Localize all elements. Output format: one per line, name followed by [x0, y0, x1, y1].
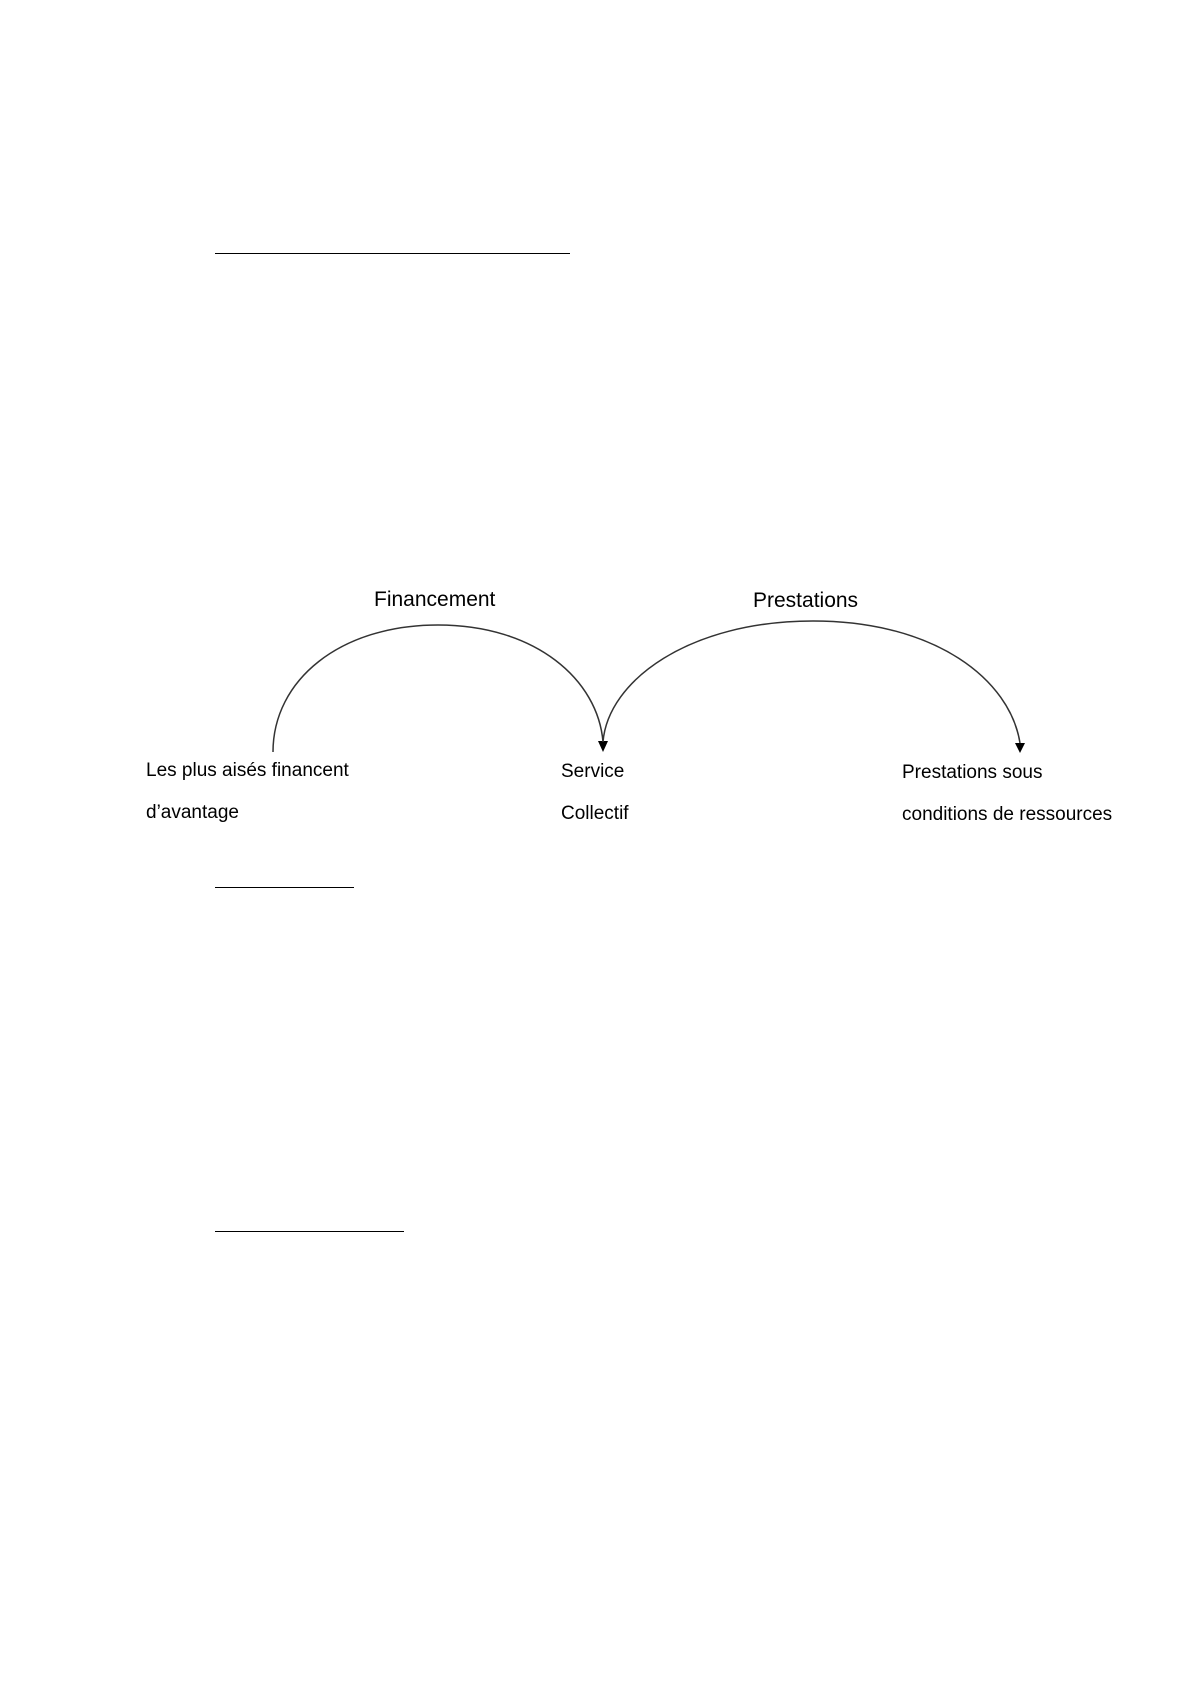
node-prestations-sous-conditions — [902, 752, 1112, 836]
financement-label: Financement — [374, 588, 496, 611]
prestations-label: Prestations — [753, 589, 859, 612]
node-service-collectif-line-2: Collectif — [561, 803, 629, 824]
section-rule-top — [215, 253, 570, 254]
node-service-collectif-line-1: Service — [561, 761, 625, 782]
node-prestations-line-2: conditions de ressources — [902, 804, 1113, 825]
prestations-arc — [603, 621, 1020, 743]
section-rule-bottom — [215, 1231, 404, 1232]
node-financeurs-line-1: Les plus aisés financent — [146, 760, 349, 781]
node-financeurs — [146, 750, 349, 834]
section-rule-middle — [215, 887, 354, 888]
node-prestations-line-1: Prestations sous — [902, 762, 1043, 783]
financement-arc — [273, 625, 603, 752]
node-financeurs-line-2: d’avantage — [146, 802, 239, 823]
node-service-collectif — [561, 751, 629, 835]
